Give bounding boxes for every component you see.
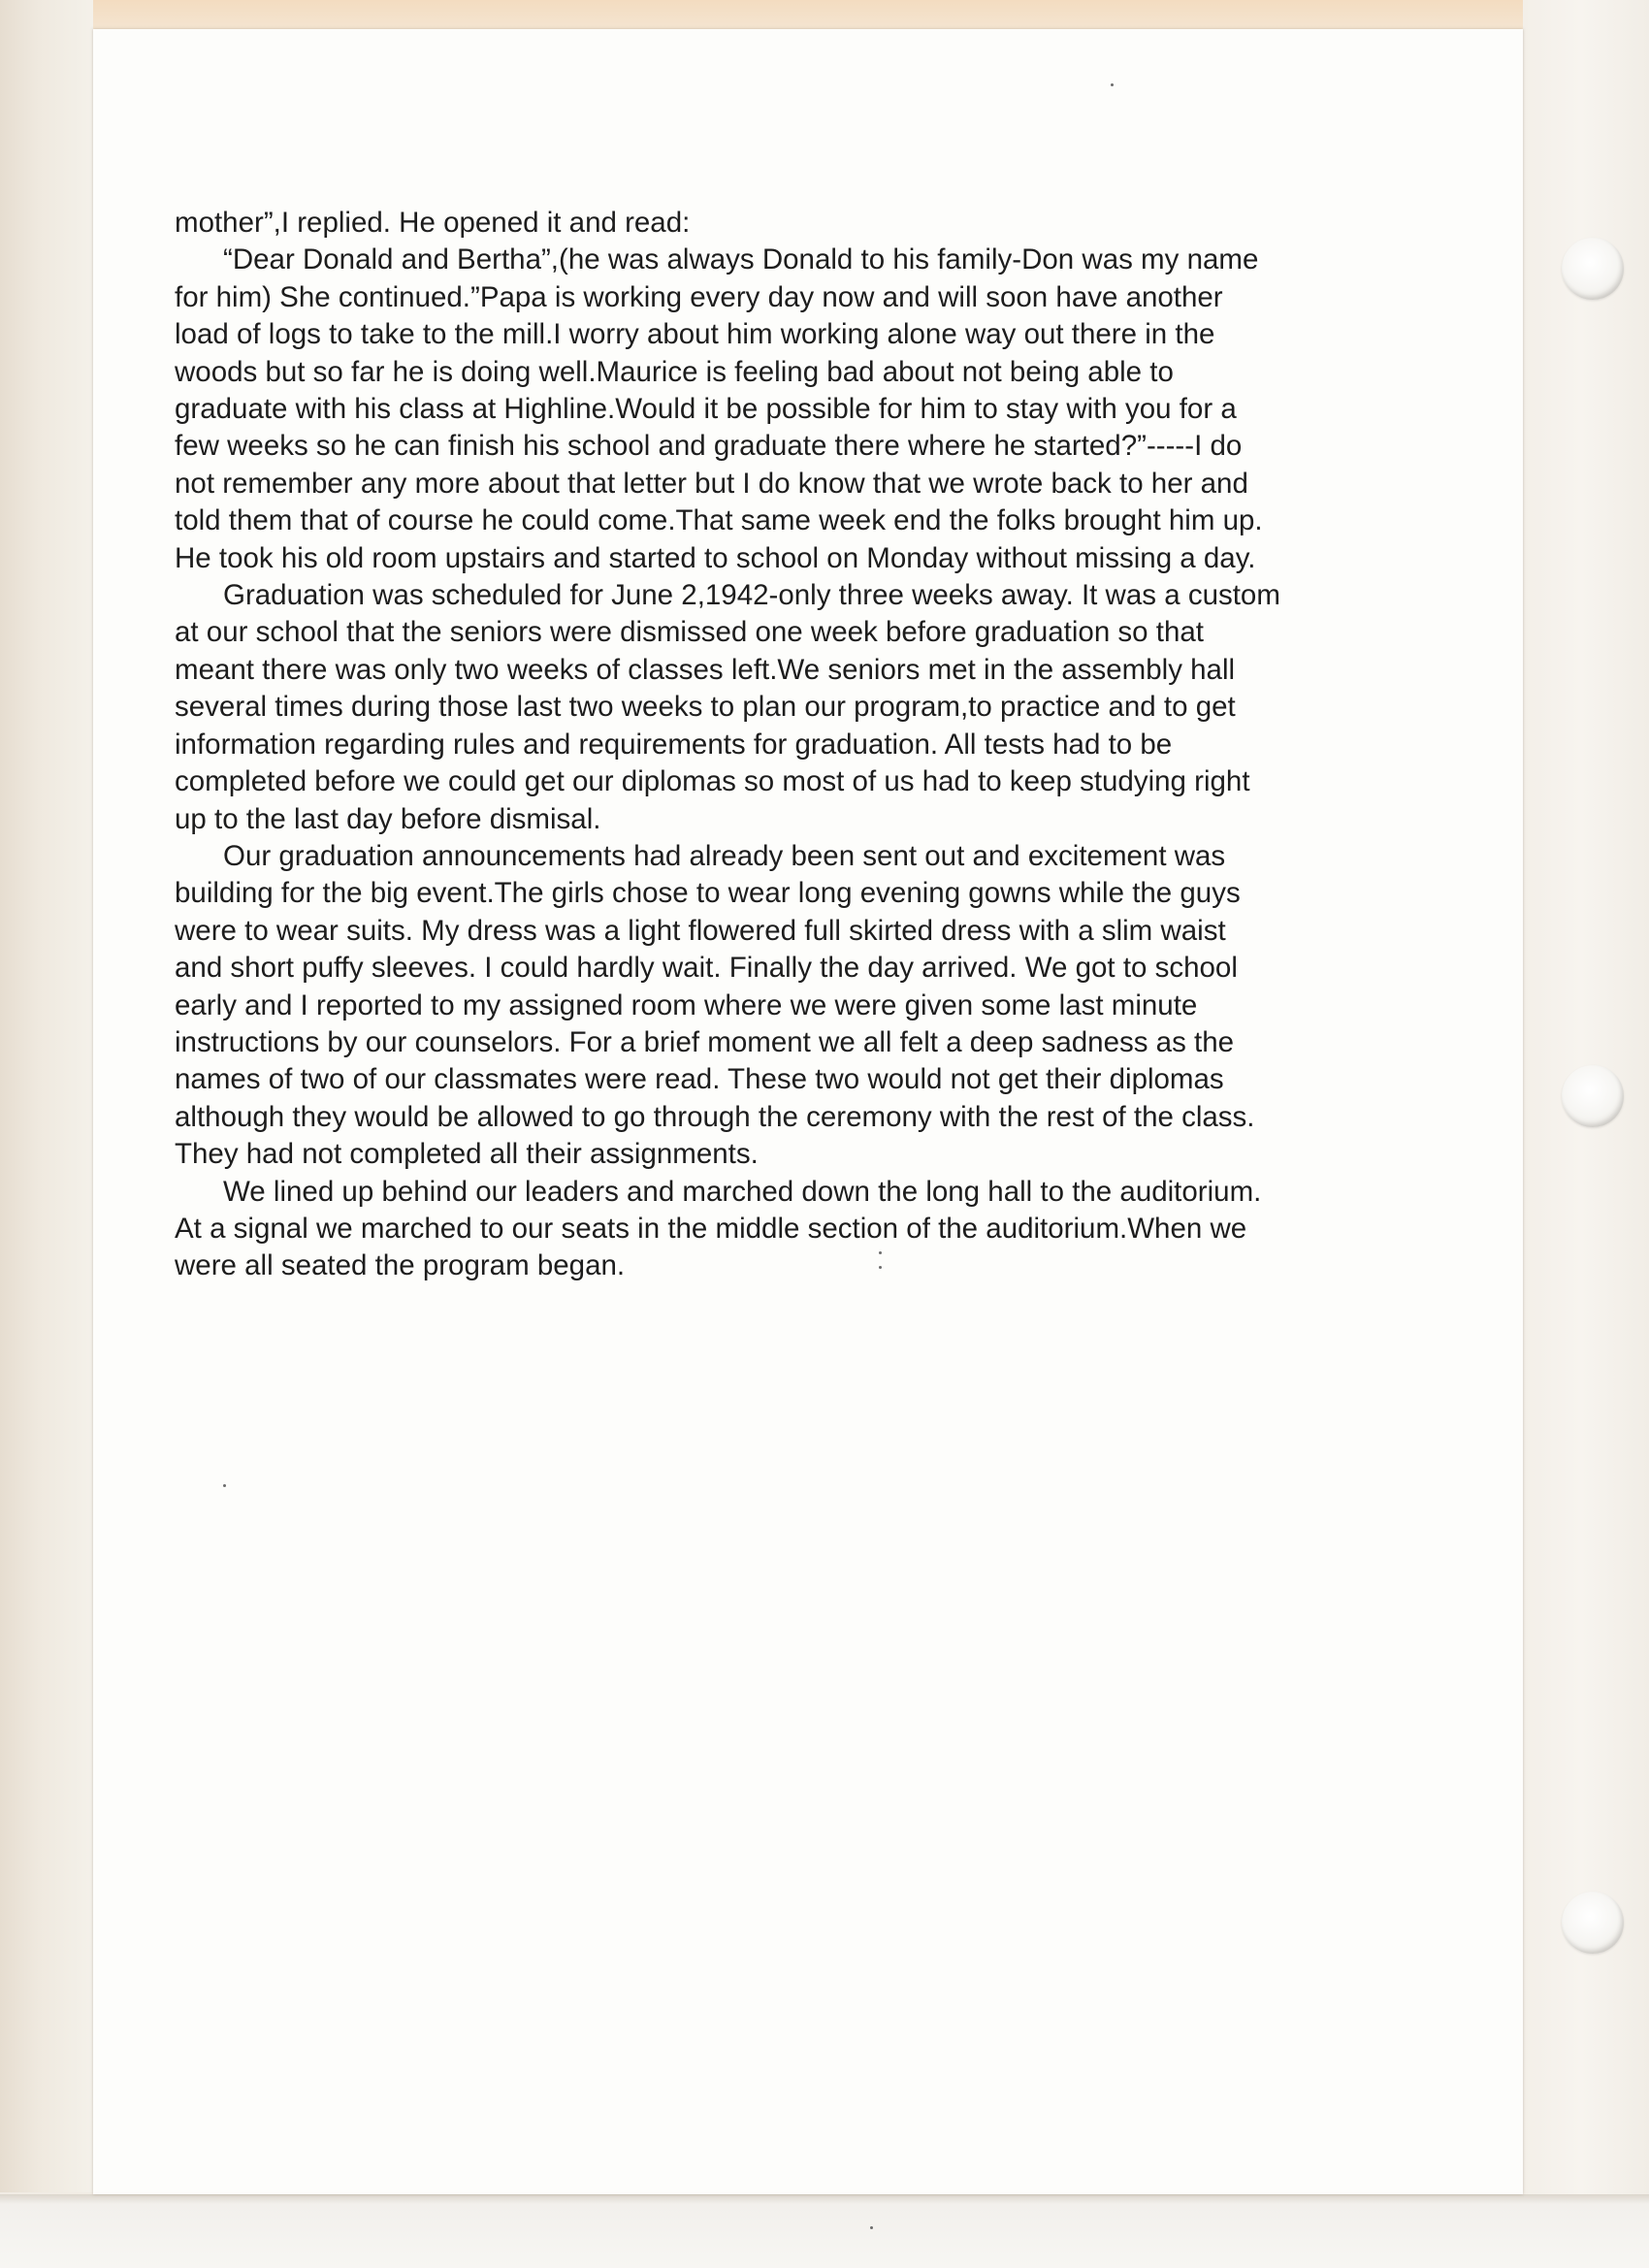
text-line: up to the last day before dismisal. bbox=[175, 802, 601, 835]
text-line: told them that of course he could come.That same week end the folks brought him up. bbox=[175, 504, 1263, 537]
text-line: They had not completed all their assignments. bbox=[175, 1138, 759, 1171]
text-line: At a signal we marched to our seats in the middle section of the auditorium.When we bbox=[175, 1212, 1247, 1245]
text-line: information regarding rules and requirements for graduation. All tests had to be bbox=[175, 728, 1173, 761]
scan-speck bbox=[879, 1251, 882, 1254]
text-line: load of logs to take to the mill.I worry about him working alone way out there in the bbox=[175, 318, 1215, 351]
scan-speck bbox=[870, 2226, 873, 2229]
scan-speck bbox=[1111, 83, 1114, 86]
text-line: Graduation was scheduled for June 2,1942-only three weeks away. It was a custom bbox=[223, 579, 1280, 612]
left-page-edge bbox=[0, 0, 93, 2192]
text-line: were all seated the program began. bbox=[175, 1249, 626, 1282]
text-line: graduate with his class at Highline.Would it be possible for him to stay with you for a bbox=[175, 393, 1237, 426]
text-line: Our graduation announcements had already been sent out and excitement was bbox=[223, 839, 1226, 872]
binder-hole-icon bbox=[1562, 1065, 1624, 1127]
scanner-bed-strip bbox=[0, 2194, 1649, 2268]
text-line: few weeks so he can finish his school and graduate there where he started?”-----I do bbox=[175, 430, 1243, 463]
scan-speck bbox=[879, 1266, 882, 1269]
text-line: not remember any more about that letter but I do know that we wrote back to her and bbox=[175, 467, 1248, 500]
text-line: were to wear suits. My dress was a light flowered full skirted dress with a slim waist bbox=[175, 914, 1226, 947]
text-line: building for the big event.The girls chose to wear long evening gowns while the guys bbox=[175, 877, 1241, 910]
text-line: We lined up behind our leaders and marched down the long hall to the auditorium. bbox=[223, 1175, 1262, 1208]
document-body bbox=[175, 205, 1465, 1285]
text-line: meant there was only two weeks of classes left.We seniors met in the assembly hall bbox=[175, 653, 1236, 686]
text-line: for him) She continued.”Papa is working every day now and will soon have another bbox=[175, 280, 1223, 313]
text-line: mother”,I replied. He opened it and read: bbox=[175, 207, 691, 239]
text-line: and short puffy sleeves. I could hardly wait. Finally the day arrived. We got to school bbox=[175, 952, 1238, 985]
text-line: names of two of our classmates were read. These two would not get their diplomas bbox=[175, 1063, 1224, 1096]
text-line: several times during those last two weeks to plan our program,to practice and to get bbox=[175, 691, 1236, 724]
binder-hole-icon bbox=[1562, 1892, 1624, 1954]
text-line: He took his old room upstairs and started to school on Monday without missing a day. bbox=[175, 541, 1256, 574]
scan-speck bbox=[223, 1484, 226, 1487]
text-line: completed before we could get our diplomas so most of us had to keep studying right bbox=[175, 765, 1250, 798]
binder-hole-icon bbox=[1562, 238, 1624, 300]
text-line: instructions by our counselors. For a brief moment we all felt a deep sadness as the bbox=[175, 1025, 1235, 1058]
text-line: early and I reported to my assigned room where we were given some last minute bbox=[175, 988, 1198, 1021]
text-line: woods but so far he is doing well.Maurice is feeling bad about not being able to bbox=[175, 355, 1174, 388]
text-line: at our school that the seniors were dismissed one week before graduation so that bbox=[175, 616, 1204, 649]
text-line: although they would be allowed to go through the ceremony with the rest of the class. bbox=[175, 1100, 1255, 1133]
text-line: “Dear Donald and Bertha”,(he was always Donald to his family-Don was my name bbox=[223, 243, 1259, 276]
